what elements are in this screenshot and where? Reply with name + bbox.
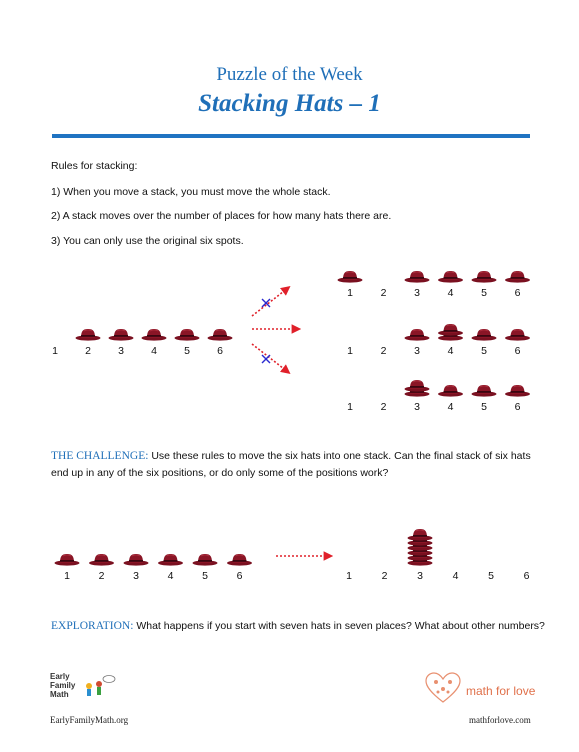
challenge-start-hat-6-1	[227, 554, 252, 566]
outcome-1-hat-5-1	[472, 271, 497, 283]
right-footer-url: mathforlove.com	[469, 715, 531, 725]
outcome-3-label-2: 2	[380, 401, 387, 413]
challenge-start-hat-3-1	[124, 554, 149, 566]
challenge-start-hat-4-1	[158, 554, 183, 566]
rules-start-label-3: 3	[118, 345, 124, 357]
challenge-start-label-5: 5	[202, 570, 208, 582]
outcome-1-label-6: 6	[514, 287, 521, 299]
rule-1: 1) When you move a stack, you must move the whole stack.	[51, 186, 331, 198]
outcome-2-label-3: 3	[414, 345, 420, 357]
logo-line-1: Early	[50, 672, 70, 681]
challenge-body: Use these rules to move the six hats into one stack. Can the final stack of six hats end up in any of the six positions, or do only some of the positions work?	[51, 450, 531, 479]
rules-start-label-6: 6	[217, 345, 223, 357]
challenge-end-label-6: 6	[523, 570, 530, 582]
challenge-start-label-1: 1	[64, 570, 70, 582]
rules-start-label-5: 5	[184, 345, 190, 357]
outcome-1-hat-1-1	[338, 271, 363, 283]
challenge-start-label-2: 2	[98, 570, 105, 582]
rules-start-hat-4-1	[142, 329, 167, 341]
diagram-layer	[52, 271, 530, 582]
challenge-start-label-4: 4	[167, 570, 174, 582]
outcome-3-label-6: 6	[514, 401, 521, 413]
outcome-3-label-4: 4	[447, 401, 454, 413]
outcome-1-label-3: 3	[414, 287, 420, 299]
rules-start-label-4: 4	[151, 345, 157, 357]
exploration-lead: EXPLORATION:	[51, 620, 134, 632]
challenge-end-label-2: 2	[381, 570, 388, 582]
outcome-1-hat-3-1	[405, 271, 430, 283]
kids-icon	[82, 674, 116, 700]
outcome-1-label-2: 2	[380, 287, 387, 299]
outcome-2-label-1: 1	[347, 345, 353, 357]
page-subtitle: Puzzle of the Week	[216, 64, 363, 85]
challenge-start-hat-2-1	[89, 554, 114, 566]
math-for-love-logo: math for love	[466, 684, 536, 698]
outcome-1-label-5: 5	[481, 287, 487, 299]
rules-start-label-1: 1	[52, 345, 58, 357]
challenge-lead: THE CHALLENGE:	[51, 450, 149, 462]
outcome-2-label-2: 2	[380, 345, 387, 357]
branch-arrow-down	[252, 344, 288, 372]
challenge-start-hat-1-1	[55, 554, 80, 566]
branch-arrow-up	[252, 288, 288, 316]
left-footer-url: EarlyFamilyMath.org	[50, 715, 129, 725]
outcome-3-hat-6-1	[505, 385, 530, 397]
outcome-3-hat-5-1	[472, 385, 497, 397]
rules-start-hat-3-1	[109, 329, 134, 341]
outcome-2-label-4: 4	[447, 345, 454, 357]
outcome-2-hat-6-1	[505, 329, 530, 341]
challenge-end-label-4: 4	[452, 570, 459, 582]
challenge-text	[51, 448, 531, 482]
early-family-math-logo	[50, 672, 120, 712]
outcome-2-hat-3-1	[405, 329, 430, 341]
outcome-2-label-6: 6	[514, 345, 521, 357]
rule-3: 3) You can only use the original six spots.	[51, 235, 244, 247]
outcome-1-label-1: 1	[347, 287, 353, 299]
exploration-text	[51, 620, 545, 632]
rule-2: 2) A stack moves over the number of places for how many hats there are.	[51, 210, 392, 222]
outcome-3-label-3: 3	[414, 401, 420, 413]
rules-start-label-2: 2	[85, 345, 91, 357]
outcome-2-label-5: 5	[481, 345, 487, 357]
outcome-3-hat-4-1	[438, 385, 463, 397]
challenge-end-label-5: 5	[488, 570, 494, 582]
logo-line-3: Math	[50, 690, 69, 699]
challenge-start-hat-5-1	[193, 554, 218, 566]
outcome-1-hat-4-1	[438, 271, 463, 283]
outcome-3-hat-3-2	[405, 380, 430, 392]
outcome-1-label-4: 4	[447, 287, 454, 299]
rules-start-hat-2-1	[76, 329, 101, 341]
challenge-end-label-1: 1	[346, 570, 352, 582]
outcome-3-label-1: 1	[347, 401, 353, 413]
challenge-start-label-6: 6	[236, 570, 243, 582]
page-title: Stacking Hats – 1	[198, 90, 381, 117]
logo-line-2: Family	[50, 681, 76, 690]
outcome-2-hat-5-1	[472, 329, 497, 341]
challenge-end-label-3: 3	[417, 570, 423, 582]
heart-dice-icon	[424, 672, 462, 704]
challenge-start-label-3: 3	[133, 570, 139, 582]
outcome-1-hat-6-1	[505, 271, 530, 283]
challenge-end-hat-3-6	[408, 529, 433, 541]
outcome-2-hat-4-2	[438, 324, 463, 336]
outcome-3-label-5: 5	[481, 401, 487, 413]
exploration-body: What happens if you start with seven hats in seven places? What about other numbers?	[133, 620, 545, 632]
rules-start-hat-6-1	[208, 329, 233, 341]
rules-start-hat-5-1	[175, 329, 200, 341]
rules-intro: Rules for stacking:	[51, 160, 138, 172]
